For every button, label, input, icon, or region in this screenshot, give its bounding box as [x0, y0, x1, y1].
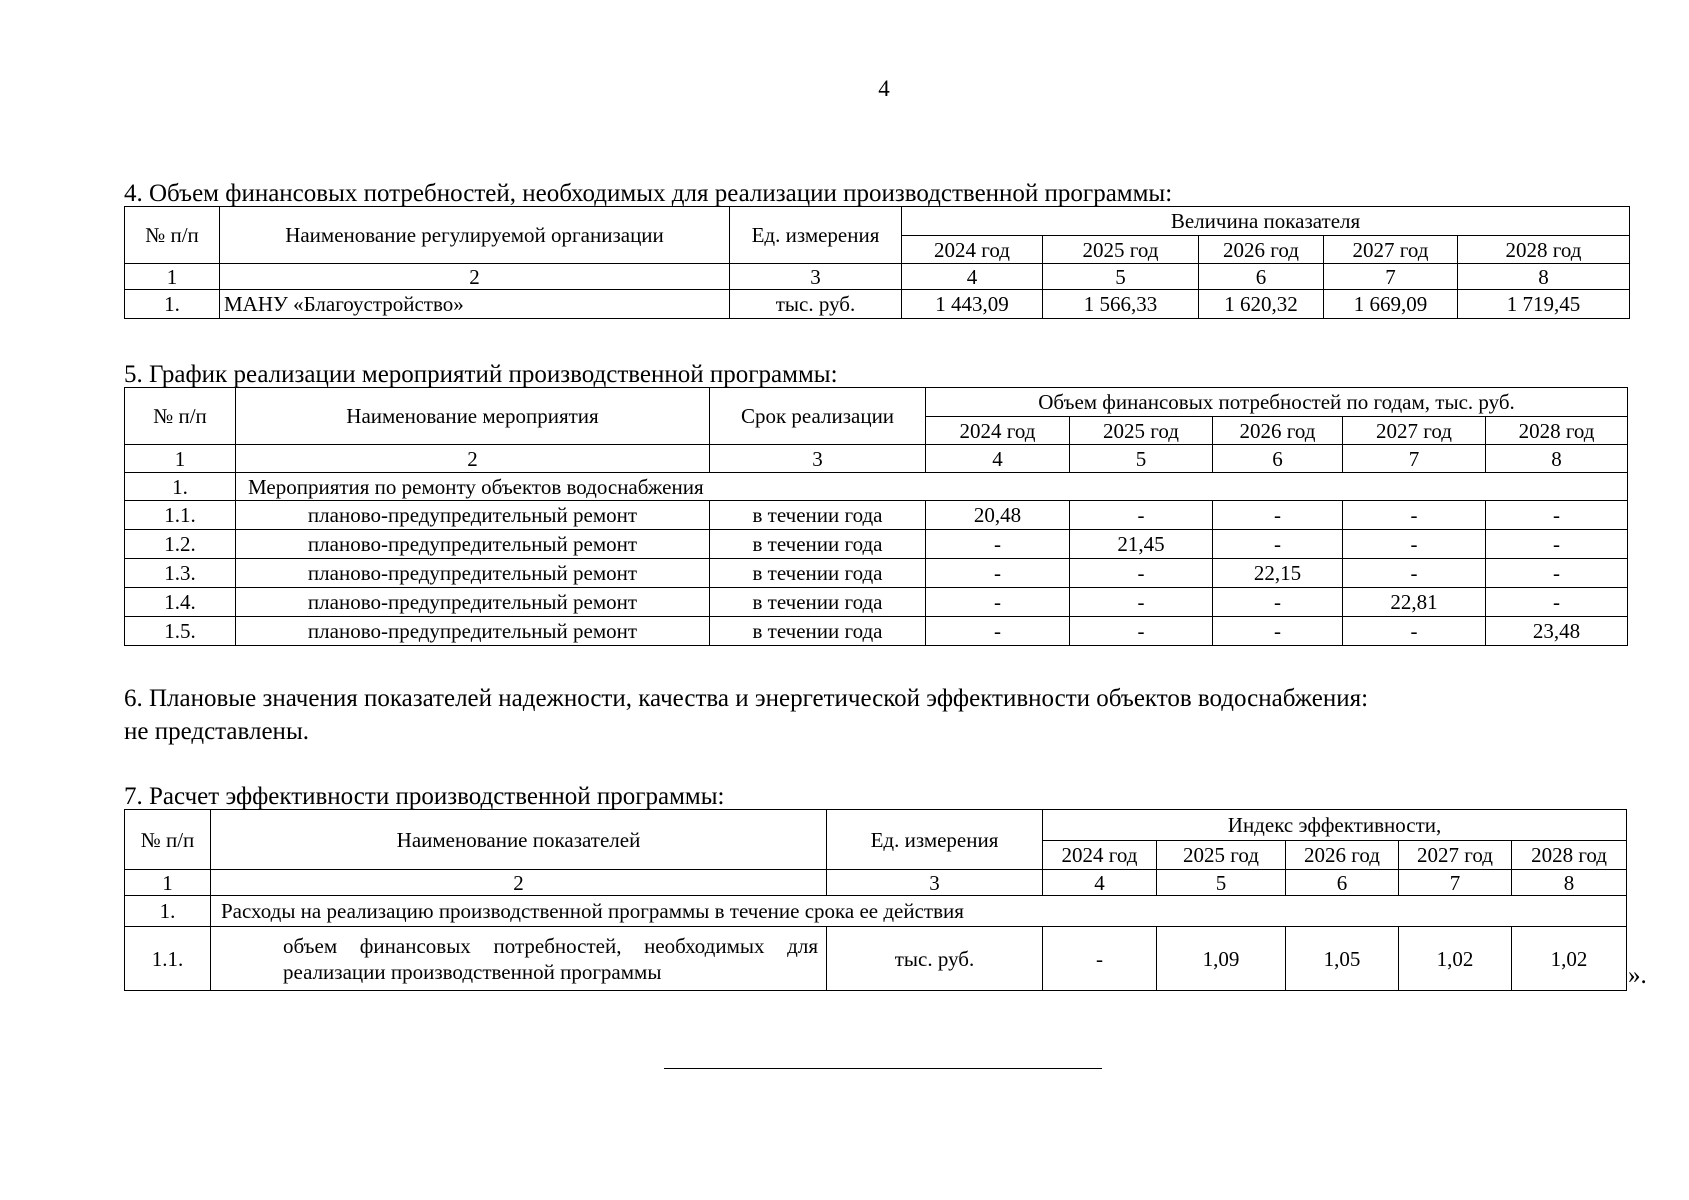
column-index: 2 [236, 445, 710, 473]
year-header: 2026 год [1199, 236, 1324, 264]
group-row [125, 473, 1628, 501]
year-header: 2028 год [1458, 236, 1630, 264]
column-index: 5 [1157, 870, 1286, 896]
col-header-unit: Ед. измерения [730, 207, 902, 264]
column-index-row [125, 264, 1630, 290]
table-row [125, 501, 1628, 530]
activity-name: планово-предупредительный ремонт [236, 501, 710, 530]
table-row [125, 617, 1628, 646]
value-cell: 23,48 [1486, 617, 1628, 646]
col-header-num: № п/п [125, 810, 211, 870]
value-cell: 1,05 [1286, 927, 1399, 991]
value-cell: - [1043, 927, 1157, 991]
value-cell: - [1213, 501, 1343, 530]
term: в течении года [710, 501, 926, 530]
column-index: 3 [827, 870, 1043, 896]
col-header-num: № п/п [125, 207, 220, 264]
column-index: 4 [1043, 870, 1157, 896]
year-header: 2025 год [1043, 236, 1199, 264]
value-cell: 1 669,09 [1324, 290, 1458, 319]
value-cell: 1 620,32 [1199, 290, 1324, 319]
value-cell: 1,09 [1157, 927, 1286, 991]
column-index: 6 [1213, 445, 1343, 473]
year-header: 2024 год [1043, 841, 1157, 870]
value-cell: - [1343, 559, 1486, 588]
term: в течении года [710, 617, 926, 646]
value-cell: 1 443,09 [902, 290, 1043, 319]
column-index: 4 [926, 445, 1070, 473]
col-header-value-group: Величина показателя [902, 207, 1630, 236]
indicator-name: объем финансовых потребностей, необходимых для реализации производственной программы [211, 927, 827, 991]
column-index: 3 [730, 264, 902, 290]
row-num: 1.2. [125, 530, 236, 559]
year-header: 2028 год [1486, 417, 1628, 445]
closing-quote-mark: ». [1628, 962, 1647, 989]
value-cell: - [1213, 617, 1343, 646]
column-index: 8 [1458, 264, 1630, 290]
value-cell: - [1486, 530, 1628, 559]
value-cell: 1,02 [1512, 927, 1627, 991]
column-index: 7 [1343, 445, 1486, 473]
column-index: 2 [220, 264, 730, 290]
col-header-term: Срок реализации [710, 388, 926, 445]
value-cell: - [1486, 559, 1628, 588]
page-number: 4 [878, 76, 890, 101]
unit: тыс. руб. [827, 927, 1043, 991]
row-num: 1.5. [125, 617, 236, 646]
row-num: 1. [125, 290, 220, 319]
row-num: 1. [125, 896, 211, 927]
col-header-org: Наименование регулируемой организации [220, 207, 730, 264]
term: в течении года [710, 559, 926, 588]
year-header: 2027 год [1399, 841, 1512, 870]
value-cell: 1,02 [1399, 927, 1512, 991]
value-cell: 20,48 [926, 501, 1070, 530]
section-4-heading: 4. Объем финансовых потребностей, необходимых для реализации производственной программы: [124, 180, 1173, 207]
col-header-unit: Ед. измерения [827, 810, 1043, 870]
column-index: 1 [125, 870, 211, 896]
col-header-num: № п/п [125, 388, 236, 445]
column-index: 2 [211, 870, 827, 896]
group-title: Мероприятия по ремонту объектов водоснабжения [236, 473, 1628, 501]
column-index: 4 [902, 264, 1043, 290]
activity-name: планово-предупредительный ремонт [236, 588, 710, 617]
footer-rule [664, 1068, 1102, 1069]
value-cell: - [1070, 559, 1213, 588]
financial-needs-table [124, 206, 1630, 319]
column-index: 6 [1199, 264, 1324, 290]
year-header: 2028 год [1512, 841, 1627, 870]
column-index: 7 [1324, 264, 1458, 290]
col-header-value-group: Объем финансовых потребностей по годам, тыс. руб. [926, 388, 1628, 417]
term: в течении года [710, 588, 926, 617]
value-cell: - [926, 559, 1070, 588]
term: в течении года [710, 530, 926, 559]
group-title: Расходы на реализацию производственной программы в течение срока ее действия [211, 896, 1627, 927]
value-cell: - [926, 617, 1070, 646]
value-cell: - [1343, 617, 1486, 646]
table-row [125, 559, 1628, 588]
table-row [125, 530, 1628, 559]
table-row [125, 588, 1628, 617]
year-header: 2025 год [1157, 841, 1286, 870]
row-num: 1. [125, 473, 236, 501]
year-header: 2027 год [1324, 236, 1458, 264]
column-index: 5 [1070, 445, 1213, 473]
value-cell: 1 566,33 [1043, 290, 1199, 319]
column-index: 3 [710, 445, 926, 473]
value-cell: - [1343, 501, 1486, 530]
row-num: 1.1. [125, 927, 211, 991]
section-6-status: не представлены. [124, 718, 309, 745]
column-index: 1 [125, 445, 236, 473]
unit: тыс. руб. [730, 290, 902, 319]
value-cell: 22,81 [1343, 588, 1486, 617]
value-cell: - [1486, 501, 1628, 530]
column-index-row [125, 870, 1627, 896]
section-6-heading: 6. Плановые значения показателей надежности, качества и энергетической эффективности объектов водоснабжения: [124, 685, 1369, 712]
column-index-row [125, 445, 1628, 473]
year-header: 2026 год [1286, 841, 1399, 870]
value-cell: 1 719,45 [1458, 290, 1630, 319]
org-name: МАНУ «Благоустройство» [220, 290, 730, 319]
activity-name: планово-предупредительный ремонт [236, 530, 710, 559]
section-7-heading: 7. Расчет эффективности производственной программы: [124, 783, 725, 810]
group-row [125, 896, 1627, 927]
column-index: 6 [1286, 870, 1399, 896]
row-num: 1.1. [125, 501, 236, 530]
column-index: 1 [125, 264, 220, 290]
column-index: 5 [1043, 264, 1199, 290]
value-cell: - [1070, 501, 1213, 530]
column-index: 8 [1512, 870, 1627, 896]
efficiency-table [124, 809, 1627, 991]
row-num: 1.4. [125, 588, 236, 617]
year-header: 2024 год [926, 417, 1070, 445]
value-cell: - [1343, 530, 1486, 559]
table-row [125, 927, 1627, 991]
year-header: 2026 год [1213, 417, 1343, 445]
year-header: 2025 год [1070, 417, 1213, 445]
value-cell: - [1486, 588, 1628, 617]
value-cell: - [926, 588, 1070, 617]
value-cell: - [1213, 530, 1343, 559]
value-cell: - [1213, 588, 1343, 617]
column-index: 8 [1486, 445, 1628, 473]
column-index: 7 [1399, 870, 1512, 896]
year-header: 2027 год [1343, 417, 1486, 445]
row-num: 1.3. [125, 559, 236, 588]
section-5-heading: 5. График реализации мероприятий производственной программы: [124, 361, 838, 388]
col-header-name: Наименование мероприятия [236, 388, 710, 445]
value-cell: - [1070, 588, 1213, 617]
table-row [125, 290, 1630, 319]
activity-name: планово-предупредительный ремонт [236, 559, 710, 588]
year-header: 2024 год [902, 236, 1043, 264]
value-cell: - [1070, 617, 1213, 646]
activity-name: планово-предупредительный ремонт [236, 617, 710, 646]
col-header-name: Наименование показателей [211, 810, 827, 870]
col-header-value-group: Индекс эффективности, [1043, 810, 1627, 841]
value-cell: 21,45 [1070, 530, 1213, 559]
value-cell: - [926, 530, 1070, 559]
activity-schedule-table [124, 387, 1628, 646]
value-cell: 22,15 [1213, 559, 1343, 588]
